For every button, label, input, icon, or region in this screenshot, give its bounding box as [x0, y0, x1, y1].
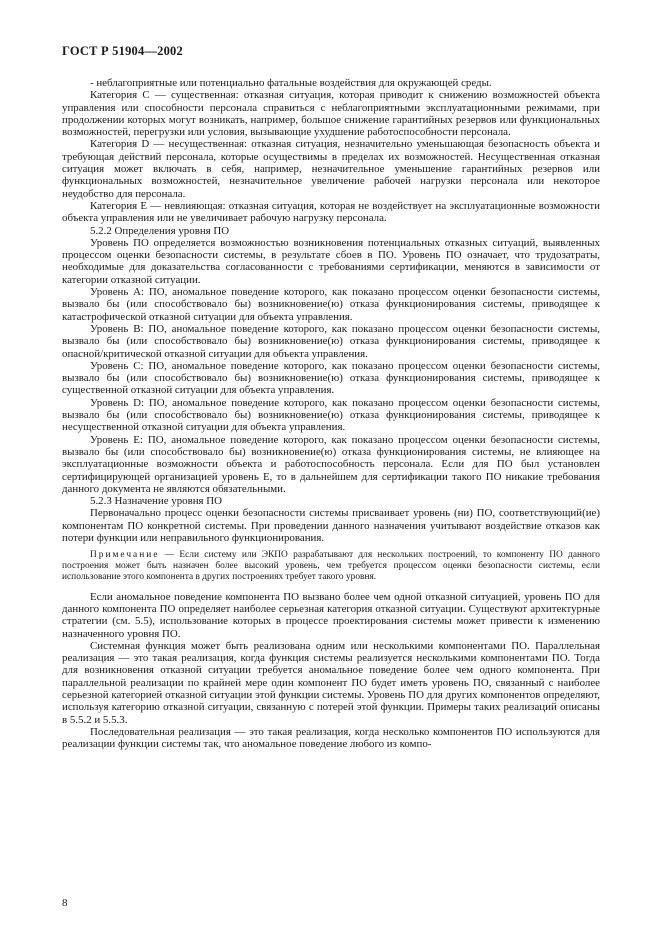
note-label: Примечание [90, 550, 160, 561]
page-header-standard-id: ГОСТ Р 51904—2002 [62, 44, 183, 58]
paragraph: Системная функция может быть реализована одним или несколькими компонентами ПО. Параллельная реализация — это такая реализация, когда функция системы реализуется несколькими компонентами ПО. Тогда для возникновения отказной ситуации требуется аномальное поведение более чем одного компонента. При параллельной реализации по крайней мере один компонент ПО будет иметь уровень ПО, связанный с наиболее серьезной категорией отказной ситуации этой функции системы. Уровень ПО для других компонентов определяют, используя категорию отказной ситуации, связанную с потерей этой функции. Примеры таких реализаций описаны в 5.5.2 и 5.5.3. [62, 639, 600, 726]
body-text [62, 77, 600, 751]
paragraph: Уровень А: ПО, аномальное поведение которого, как показано процессом оценки безопасности системы, вызвало бы (или способствовало бы) возникновение(ю) отказа функционирования системы, приводящее к катастрофической отказной ситуации для объекта управления. [62, 286, 600, 323]
note-text: — Если систему или ЭКПО разрабатывают для нескольких построений, то компоненту ПО данного построения может быть назначен более высокий уровень, чем требуется процессом оценки безопасности системы, если использование этого компонента в других построениях требует такого уровня. [62, 550, 600, 582]
paragraph: Уровень Е: ПО, аномальное поведение которого, как показано процессом оценки безопасности системы, вызвало бы (или способствовало бы) возникновение(ю) отказа функционирования системы, не влияющее на эксплуатационные возможности объекта и работоспособность персонала. Если для ПО был установлен сертифицирующей организацией уровень Е, то в дальнейшем для сертификации такого ПО никакие требования данного документа не являются обязательными. [62, 433, 600, 495]
paragraph: Первоначально процесс оценки безопасности системы присваивает уровень (ни) ПО, соответствующий(ие) компонентам ПО конкретной системы. При проведении данного назначения учитывают воздействие отказов как потери функции или неправильного функционирования. [62, 507, 600, 544]
paragraph: Категория С — существенная: отказная ситуация, которая приводит к снижению возможностей объекта управления или способности персонала справиться с неблагоприятными эксплуатационными режимами, при продолжении которых могут возникать, например, большое снижение гарантийных резервов или функциональных возможностей, перегрузки или условия, вызывающие ухудшение работоспособности персонала. [62, 89, 600, 139]
paragraph: - неблагоприятные или потенциально фатальные воздействия для окружающей среды. [90, 77, 492, 89]
paragraph: Уровень В: ПО, аномальное поведение которого, как показано процессом оценки безопасности системы, вызвало бы (или способствовало бы) возникновение(ю) отказа функционирования системы, приводящее к опасной/критической отказной ситуации для объекта управления. [62, 322, 600, 360]
paragraph: Уровень С: ПО, аномальное поведение которого, как показано процессом оценки безопасности системы, вызвало бы (или способствовало бы) возникновение(ю) отказа функционирования системы, приводящее к существенной отказной ситуации для объекта управления. [62, 359, 600, 397]
paragraph: Уровень D: ПО, аномальное поведение которого, как показано процессом оценки безопасности системы, вызвало бы (или способствовало бы) возникновение(ю) отказа функционирования системы, приводящее к несущественной отказной ситуации для объекта управления. [62, 396, 600, 434]
note [62, 550, 600, 582]
paragraph: Последовательная реализация — это такая реализация, когда несколько компонентов ПО используются для реализации функции системы так, что аномальное поведение любого из компо- [62, 725, 600, 751]
page-number: 8 [62, 897, 68, 909]
paragraph: Если аномальное поведение компонента ПО вызвано более чем одной отказной ситуацией, уровень ПО для данного компонента ПО определяет наиболее серьезная категория отказной ситуации. Существуют архитектурные стратегии (см. 5.5), использование которых в процессе проектирования системы может привести к изменению назначенного уровня ПО. [62, 590, 600, 640]
paragraph: Уровень ПО определяется возможностью возникновения потенциальных отказных ситуаций, выявленных процессом оценки безопасности системы, в результате сбоев в ПО. Уровень ПО означает, что трудозатраты, необходимые для доказательства согласованности с требованиями сертификации, меняются в зависимости от категории отказной ситуации. [62, 236, 600, 286]
section-heading: 5.2.3 Назначение уровня ПО [90, 495, 223, 508]
section-heading: 5.2.2 Определения уровня ПО [90, 224, 230, 237]
paragraph: Категория Е — невлияющая: отказная ситуация, которая не воздействует на эксплуатационные возможности объекта управления или не увеличивает рабочую нагрузку персонала. [62, 199, 600, 225]
paragraph: Категория D — несущественная: отказная ситуация, незначительно уменьшающая безопасность объекта и требующая действий персонала, которые осуществимы в пределах их возможностей. Несущественная отказная ситуация может включать в себя, например, незначительное уменьшение гарантийных резервов или функциональных возможностей, незначительное увеличение рабочей нагрузки персонала или некоторое неудобство для персонала. [62, 138, 600, 200]
